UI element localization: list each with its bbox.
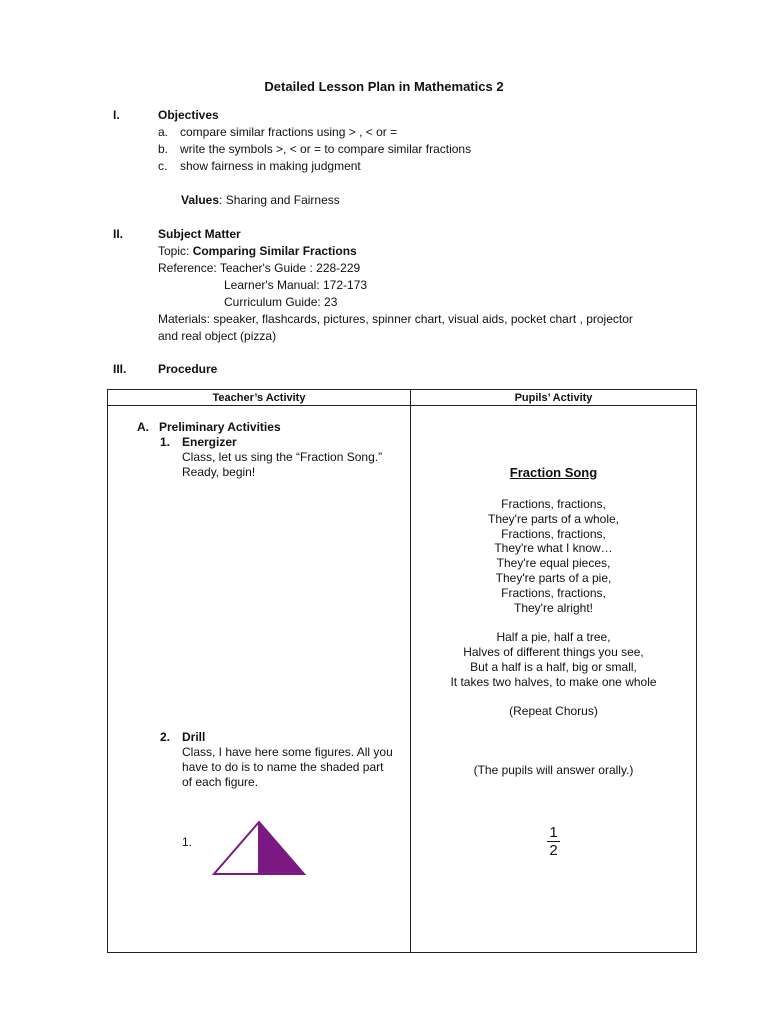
teacher-activity-cell (108, 406, 411, 953)
topic-value: Comparing Similar Fractions (192, 244, 357, 258)
procedure-numeral: III. (113, 362, 127, 376)
reference-line: Reference: Teacher's Guide : 228-229 (158, 261, 361, 275)
learners-manual-line: Learner's Manual: 172-173 (224, 278, 368, 292)
objectives-heading: Objectives (158, 108, 219, 122)
objective-item (158, 142, 471, 156)
topic-line (158, 244, 357, 258)
song-line: Fractions, fractions, (501, 497, 606, 511)
values-label: Values (181, 193, 220, 207)
energizer-title: Energizer (182, 435, 237, 449)
objective-text: compare similar fractions using > , < or = (180, 125, 398, 139)
pupils-answer-note: (The pupils will answer orally.) (473, 763, 634, 777)
subject-matter-heading: Subject Matter (158, 227, 241, 241)
song-line: (Repeat Chorus) (509, 704, 598, 719)
energizer-number: 1. (160, 435, 171, 449)
objective-letter: a. (158, 125, 169, 139)
answer-numerator: 1 (549, 824, 558, 841)
procedure-heading: Procedure (158, 362, 218, 376)
drill-instruction: Class, I have here some figures. All you (182, 745, 393, 759)
teacher-activity-header: Teacher’s Activity (108, 390, 411, 406)
topic-label: Topic: (158, 244, 193, 258)
section-letter: A. (137, 420, 149, 434)
song-line: They're equal pieces, (496, 556, 611, 571)
objective-text: show fairness in making judgment (180, 159, 361, 173)
values-line (181, 193, 340, 207)
answer-fraction (411, 824, 696, 859)
objective-text: write the symbols >, < or = to compare similar fractions (180, 142, 472, 156)
song-line: They're what I know… (494, 541, 613, 556)
song-title: Fraction Song (509, 465, 598, 480)
pupils-activity-cell (411, 406, 697, 953)
song-line: Halves of different things you see, (463, 645, 644, 659)
figure-number: 1. (182, 835, 193, 849)
objective-letter: b. (158, 142, 169, 156)
procedure-table (107, 389, 697, 953)
drill-instruction: of each figure. (182, 775, 259, 789)
song-line: Half a pie, half a tree, (496, 630, 611, 645)
song-line: Fractions, fractions, (501, 585, 606, 600)
values-text: : Sharing and Fairness (219, 193, 340, 207)
drill-number: 2. (160, 730, 171, 744)
song-line: But a half is a half, big or small, (470, 659, 637, 674)
curriculum-guide-line: Curriculum Guide: 23 (224, 295, 338, 309)
song-line: They're parts of a pie, (495, 571, 612, 585)
objective-item (158, 125, 397, 139)
drill-title: Drill (182, 730, 206, 744)
page-title: Detailed Lesson Plan in Mathematics 2 (264, 79, 504, 94)
energizer-instruction: Class, let us sing the “Fraction Song.” (182, 450, 383, 464)
materials-line-continued: and real object (pizza) (158, 329, 277, 343)
table-header-row (108, 390, 697, 406)
materials-line: Materials: speaker, flashcards, pictures, spinner chart, visual aids, pocket chart , projector (158, 312, 633, 326)
song-line: Fractions, fractions, (501, 526, 606, 541)
drill-instruction: have to do is to name the shaded part (182, 760, 384, 774)
section-title: Preliminary Activities (159, 420, 281, 434)
energizer-instruction: Ready, begin! (182, 465, 256, 479)
answer-denominator: 2 (549, 842, 558, 859)
pupils-activity-header: Pupils’ Activity (411, 390, 697, 406)
song-line: They're parts of a whole, (487, 511, 620, 526)
half-shaded-triangle-figure (212, 817, 308, 877)
song-line: It takes two halves, to make one whole (450, 674, 657, 689)
objective-item (158, 159, 361, 173)
song-line: They're alright! (514, 600, 593, 615)
table-row (108, 406, 697, 953)
objective-letter: c. (158, 159, 168, 173)
objectives-numeral: I. (113, 108, 120, 122)
subject-matter-numeral: II. (113, 227, 124, 241)
